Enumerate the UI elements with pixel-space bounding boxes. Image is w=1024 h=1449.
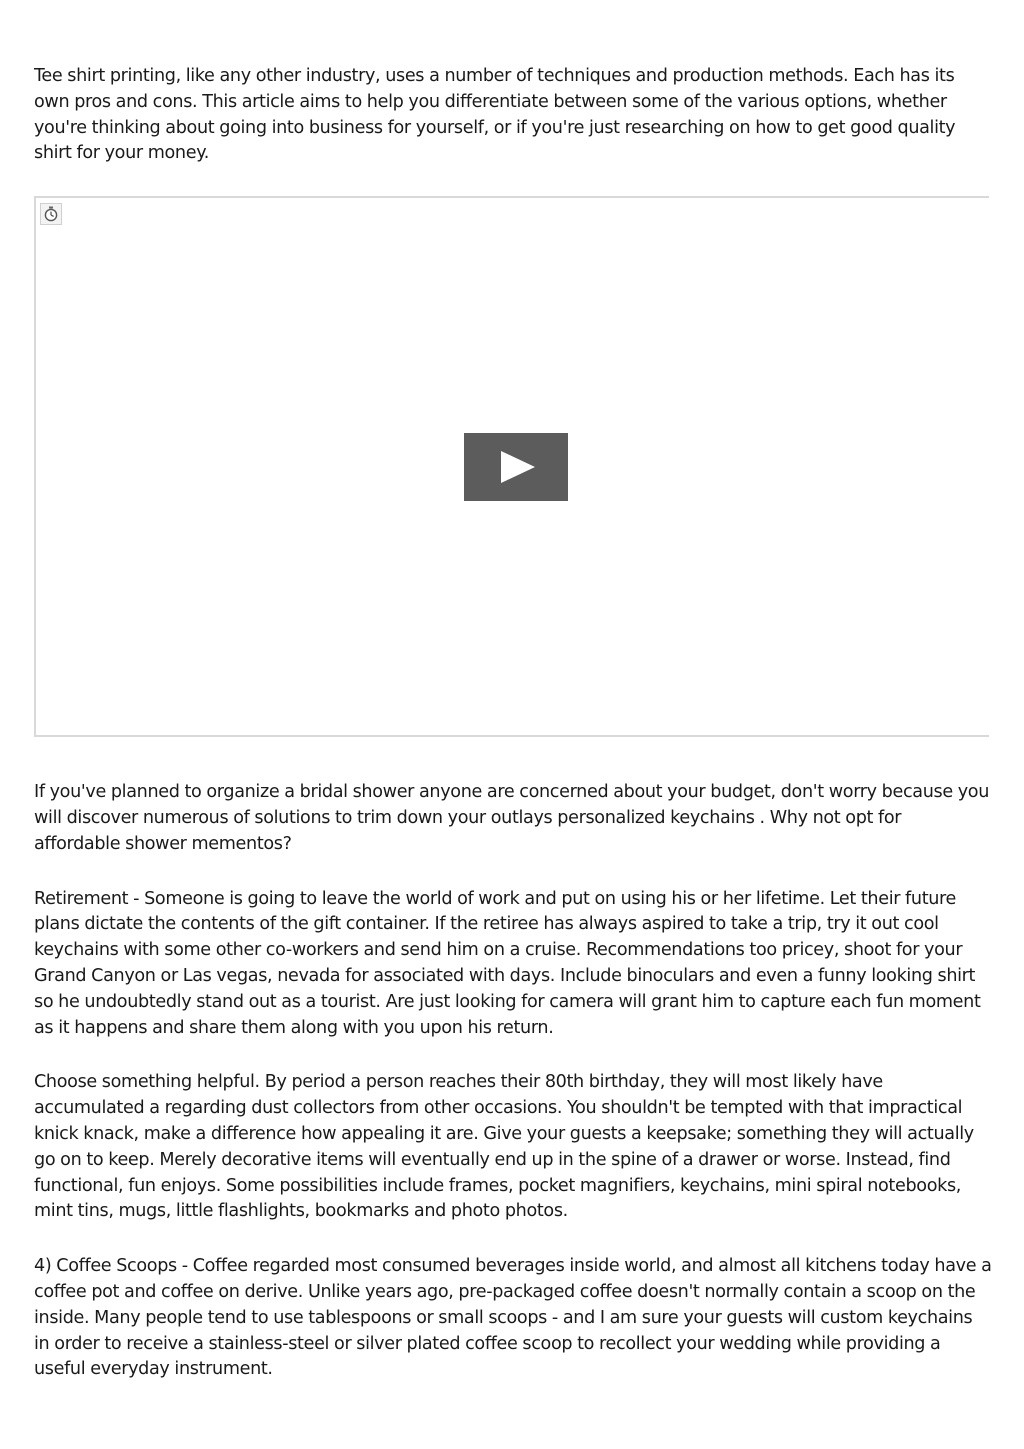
timer-icon-glyph [41, 204, 61, 224]
article-paragraph: If you've planned to organize a bridal shower anyone are concerned about your budget, don't worry because you will discover numerous of solutions to trim down your outlays personalized keychains . Why not opt for affordable shower mementos? [34, 782, 990, 854]
article-content [34, 64, 992, 1412]
embedded-video-player[interactable] [34, 196, 989, 737]
article-paragraph: Choose something helpful. By period a person reaches their 80th birthday, they will most likely have accumulated a regarding dust collectors from other occasions. You shouldn't be tempted with that impractical knick knack, make a difference how appealing it are. Give your guests a keepsake; something they will actually go on to keep. Merely decorative items will eventually end up in the spine of a drawer or worse. Instead, find functional, fun enjoys. Some possibilities include frames, pocket magnifiers, keychains, mini spiral notebooks, mint tins, mugs, little flashlights, bookmarks and photo photos. [34, 1072, 974, 1222]
play-icon [501, 451, 535, 483]
article-paragraph: Retirement - Someone is going to leave the world of work and put on using his or her lifetime. Let their future plans dictate the contents of the gift container. If the retiree has always aspired to take a trip, try it out cool keychains with some other co-workers and send him on a cruise. Recommendations too pricey, shoot for your Grand Canyon or Las vegas, nevada for associated with days. Include binoculars and even a funny looking shirt so he undoubtedly stand out as a tourist. Are just looking for camera will grant him to capture each fun moment as it happens and share them along with you upon his return. [34, 888, 981, 1038]
article-intro-paragraph: Tee shirt printing, like any other industry, uses a number of techniques and production methods. Each has its own pros and cons. This article aims to help you differentiate between some of the various options, whether you're thinking about going into business for yourself, or if you're just researching on how to get good quality shirt for your money. [34, 66, 956, 164]
play-button[interactable] [464, 433, 568, 501]
timer-icon [40, 203, 62, 225]
article-paragraph: 4) Coffee Scoops - Coffee regarded most consumed beverages inside world, and almost all kitchens today have a coffee pot and coffee on derive. Unlike years ago, pre-packaged coffee doesn't normally contain a scoop on the inside. Many people tend to use tablespoons or small scoops - and I am sure your guests will custom keychains in order to receive a stainless-steel or silver plated coffee scoop to recollect your wedding while providing a useful everyday instrument. [34, 1256, 992, 1380]
